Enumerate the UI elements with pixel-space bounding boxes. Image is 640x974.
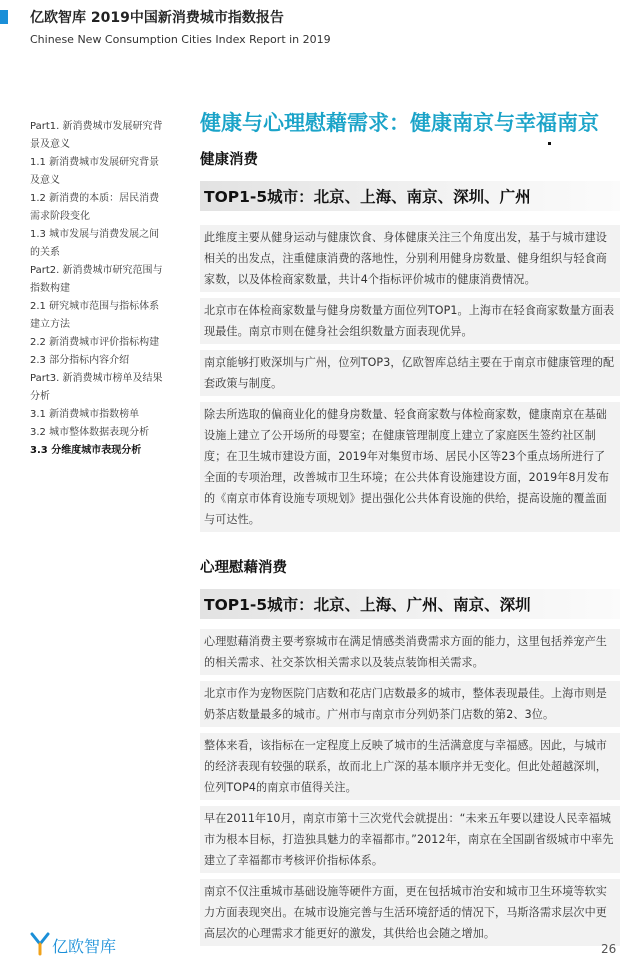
page-number: 26 — [601, 942, 617, 956]
paragraph: 南京不仅注重城市基础设施等硬件方面，更在包括城市治安和城市卫生环境等软实力方面表现突出。在城市设施完善与生活环境舒适的情况下，马斯洛需求层次中更高层次的心理需求才能更好的激发，其供给也会随之增加。 — [200, 879, 620, 946]
logo-text: 亿欧智库 — [52, 937, 117, 956]
toc-item[interactable]: 2.1 研究城市范围与指标体系 — [30, 301, 160, 312]
toc-item[interactable]: 3.1 新消费城市指数榜单 — [30, 409, 140, 420]
toc-item[interactable]: 的关系 — [30, 247, 60, 258]
toc-item-current[interactable]: 3.3 分维度城市表现分析 — [30, 445, 142, 456]
toc-item[interactable]: 3.2 城市整体数据表现分析 — [30, 427, 150, 438]
toc-item[interactable]: 建立方法 — [30, 319, 70, 330]
top-cities-label: TOP1-5城市：北京、上海、广州、南京、深圳 — [204, 596, 531, 614]
toc-item[interactable]: 1.3 城市发展与消费发展之间 — [30, 229, 160, 240]
top-cities-band — [200, 181, 620, 211]
toc-item[interactable]: 及意义 — [30, 175, 60, 186]
toc-item[interactable]: 1.1 新消费城市发展研究背景 — [30, 157, 160, 168]
toc-item[interactable]: 2.2 新消费城市评价指标构建 — [30, 337, 160, 348]
toc-item[interactable]: Part1. 新消费城市发展研究背 — [30, 121, 163, 132]
paragraph: 除去所选取的偏商业化的健身房数量、轻食商家数与体检商家数，健康南京在基础设施上建立了公开场所的母婴室；在健康管理制度上建立了家庭医生签约社区制度；在卫生城市建设方面，2019年对集贸市场、居民小区等23个重点场所进行了全面的专项治理，改善城市卫生环境；在公共体育设施建设方面，2019年8月发布的《南京市体育设施专项规划》提出强化公共体育设施的供给，提高设施的覆盖面与可达性。 — [200, 402, 620, 532]
toc-item[interactable]: Part3. 新消费城市榜单及结果 — [30, 373, 163, 384]
toc-item[interactable]: 景及意义 — [30, 139, 70, 150]
top-cities-band — [200, 589, 620, 619]
toc-item[interactable]: 2.3 部分指标内容介绍 — [30, 355, 130, 366]
report-title: 亿欧智库 2019中国新消费城市指数报告 — [30, 10, 284, 26]
paragraph: 早在2011年10月，南京市第十三次党代会就提出：“未来五年要以建设人民幸福城市为根本目标，打造独具魅力的幸福都市。”2012年，南京在全国副省级城市中率先建立了幸福都市考核评价指标体系。 — [200, 806, 620, 873]
report-header — [0, 0, 640, 60]
page-heading: 健康与心理慰藉需求：健康南京与幸福南京 — [200, 111, 599, 135]
top-cities-label: TOP1-5城市：北京、上海、南京、深圳、广州 — [204, 188, 531, 206]
report-subtitle: Chinese New Consumption Cities Index Report in 2019 — [30, 33, 331, 46]
header-accent-bar — [0, 10, 8, 24]
yiou-logo-icon — [30, 932, 50, 956]
section-title-health: 健康消费 — [200, 152, 258, 168]
main-content — [200, 108, 620, 946]
table-of-contents — [30, 118, 170, 460]
toc-item[interactable]: Part2. 新消费城市研究范围与 — [30, 265, 163, 276]
toc-item[interactable]: 分析 — [30, 391, 50, 402]
toc-item[interactable]: 指数构建 — [30, 283, 70, 294]
paragraph: 南京能够打败深圳与广州，位列TOP3，亿欧智库总结主要在于南京市健康管理的配套政策与制度。 — [200, 350, 620, 396]
paragraph: 北京市在体检商家数量与健身房数量方面位列TOP1。上海市在轻食商家数量方面表现最佳。南京市则在健身社会组织数量方面表现优异。 — [200, 298, 620, 344]
paragraph: 此维度主要从健身运动与健康饮食、身体健康关注三个角度出发，基于与城市建设相关的出发点，注重健康消费的落地性，分别利用健身房数量、健身组织与轻食商家数，以及体检商家数量，共计4个指标评价城市的健康消费情况。 — [200, 225, 620, 292]
paragraph: 北京市作为宠物医院门店数和花店门店数最多的城市，整体表现最佳。上海市则是奶茶店数量最多的城市。广州市与南京市分列奶茶门店数的第2、3位。 — [200, 681, 620, 727]
toc-item[interactable]: 需求阶段变化 — [30, 211, 90, 222]
paragraph: 心理慰藉消费主要考察城市在满足情感类消费需求方面的能力，这里包括养宠产生的相关需求、社交茶饮相关需求以及装点装饰相关需求。 — [200, 629, 620, 675]
toc-item[interactable]: 1.2 新消费的本质：居民消费 — [30, 193, 160, 204]
decorative-dot — [548, 142, 551, 145]
section-title-emotional: 心理慰藉消费 — [200, 560, 287, 576]
paragraph: 整体来看，该指标在一定程度上反映了城市的生活满意度与幸福感。因此，与城市的经济表现有较强的联系，故而北上广深的基本顺序并无变化。但此处超越深圳，位列TOP4的南京市值得关注。 — [200, 733, 620, 800]
